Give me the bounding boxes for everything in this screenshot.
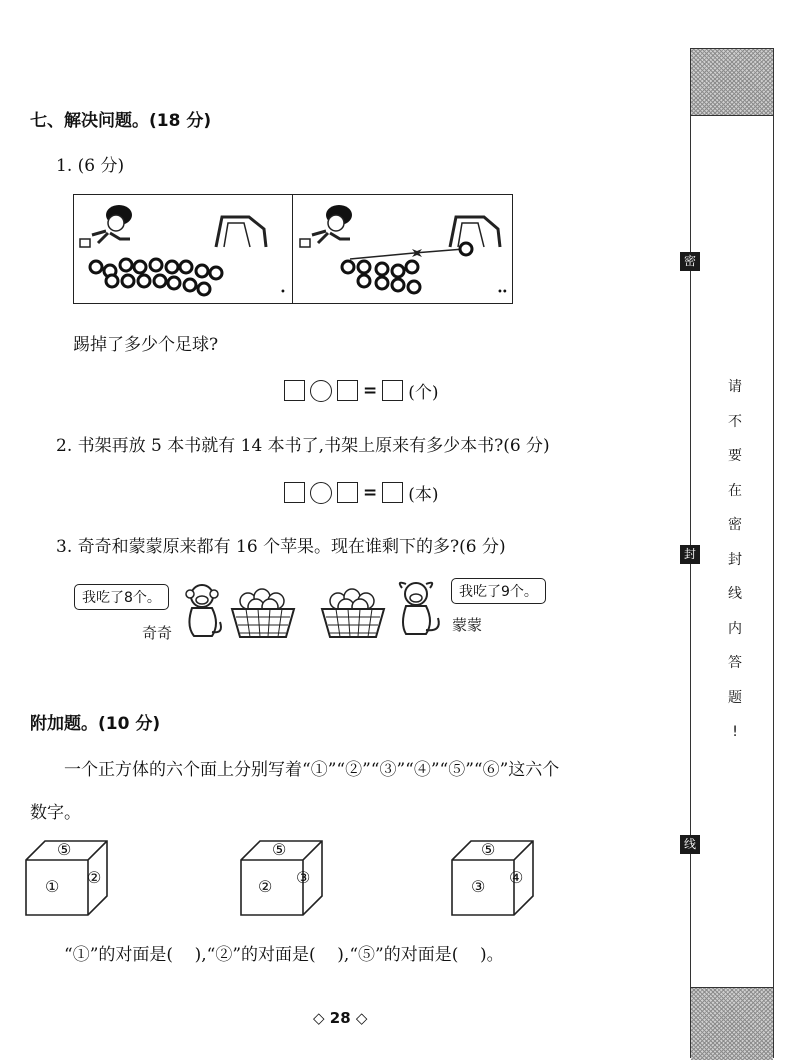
q1-unit: (个)	[408, 383, 439, 403]
q1-answer-box-3[interactable]	[382, 380, 403, 401]
q1-question: 踢掉了多少个足球?	[73, 335, 219, 355]
monkey-qiqi-icon	[180, 582, 226, 640]
binding-note-char: 要	[728, 448, 742, 464]
qiqi-name: 奇奇	[142, 624, 173, 642]
q1-picture-marker-right: ••	[497, 287, 507, 298]
monkey-mengmeng-icon	[392, 578, 444, 638]
q2-equation	[284, 480, 439, 505]
seal-label-mi: 密	[680, 252, 700, 271]
q1-equation	[284, 378, 439, 403]
apple-basket-left-icon	[228, 585, 298, 641]
binding-note-char: 在	[728, 482, 742, 499]
q2-unit: (本)	[408, 485, 439, 505]
cube-1-top-face: ⑤	[57, 840, 72, 859]
q2-answer-box-3[interactable]	[382, 482, 403, 503]
q1-label: 1. (6 分)	[56, 156, 125, 176]
binding-hatch-top	[691, 49, 773, 116]
binding-hatch-bottom	[691, 987, 773, 1060]
q1-picture-frame	[73, 194, 513, 304]
q2-answer-box-1[interactable]	[284, 482, 305, 503]
bonus-text-line-1: 一个正方体的六个面上分别写着“①”“②”“③”“④”“⑤”“⑥”这六个	[64, 760, 560, 780]
cube-1	[25, 840, 109, 916]
q2-answer-box-2[interactable]	[337, 482, 358, 503]
seal-label-xian: 线	[680, 835, 700, 854]
bonus-title: 附加题。(10 分)	[30, 714, 161, 734]
apple-basket-right-icon	[318, 585, 388, 641]
cube-1-front-face: ①	[45, 877, 60, 896]
cube-3	[451, 840, 535, 916]
boy-with-balls-icon	[74, 195, 292, 303]
binding-note-char: 线	[728, 586, 742, 602]
q2-equals-sign: =	[363, 482, 378, 503]
binding-note-char: 内	[728, 620, 742, 637]
cube-2-front-face: ②	[258, 877, 273, 896]
q1-answer-box-2[interactable]	[337, 380, 358, 401]
binding-note-char: 请	[728, 379, 742, 395]
cube-3-front-face: ③	[471, 877, 486, 896]
cube-3-top-face: ⑤	[481, 840, 496, 859]
binding-note-char: 密	[728, 517, 742, 533]
q1-equals-sign: =	[363, 380, 378, 401]
boy-kicking-ball-icon	[294, 195, 512, 303]
cube-2	[240, 840, 324, 916]
cube-1-side-face: ②	[87, 868, 102, 887]
cube-3-side-face: ④	[509, 868, 524, 887]
binding-note-char: 答	[728, 655, 742, 671]
section-title: 七、解决问题。(18 分)	[30, 111, 212, 131]
qiqi-speech-bubble: 我吃了8个。	[74, 584, 169, 610]
binding-note-char: !	[732, 724, 738, 740]
q1-answer-box-1[interactable]	[284, 380, 305, 401]
q2-operator-circle[interactable]	[310, 482, 332, 504]
q2-text: 2. 书架再放 5 本书就有 14 本书了,书架上原来有多少本书?(6 分)	[56, 436, 550, 456]
seal-label-feng: 封	[680, 545, 700, 564]
bonus-answer-line: “①”的对面是( ),“②”的对面是( ),“⑤”的对面是( )。	[64, 945, 504, 965]
bonus-text-line-2: 数字。	[30, 803, 81, 823]
binding-note	[723, 370, 747, 750]
q1-picture-divider	[292, 195, 293, 303]
page-number: ◇ 28 ◇	[313, 1009, 368, 1027]
binding-note-char: 封	[728, 551, 742, 568]
mengmeng-name: 蒙蒙	[452, 616, 483, 634]
cube-2-top-face: ⑤	[272, 840, 287, 859]
mengmeng-speech-bubble: 我吃了9个。	[451, 578, 546, 604]
binding-note-char: 不	[728, 413, 742, 430]
q1-operator-circle[interactable]	[310, 380, 332, 402]
q1-picture-marker-left: •	[280, 287, 286, 298]
binding-note-char: 题	[728, 689, 742, 706]
cube-2-side-face: ③	[296, 868, 311, 887]
q3-text: 3. 奇奇和蒙蒙原来都有 16 个苹果。现在谁剩下的多?(6 分)	[56, 537, 506, 557]
